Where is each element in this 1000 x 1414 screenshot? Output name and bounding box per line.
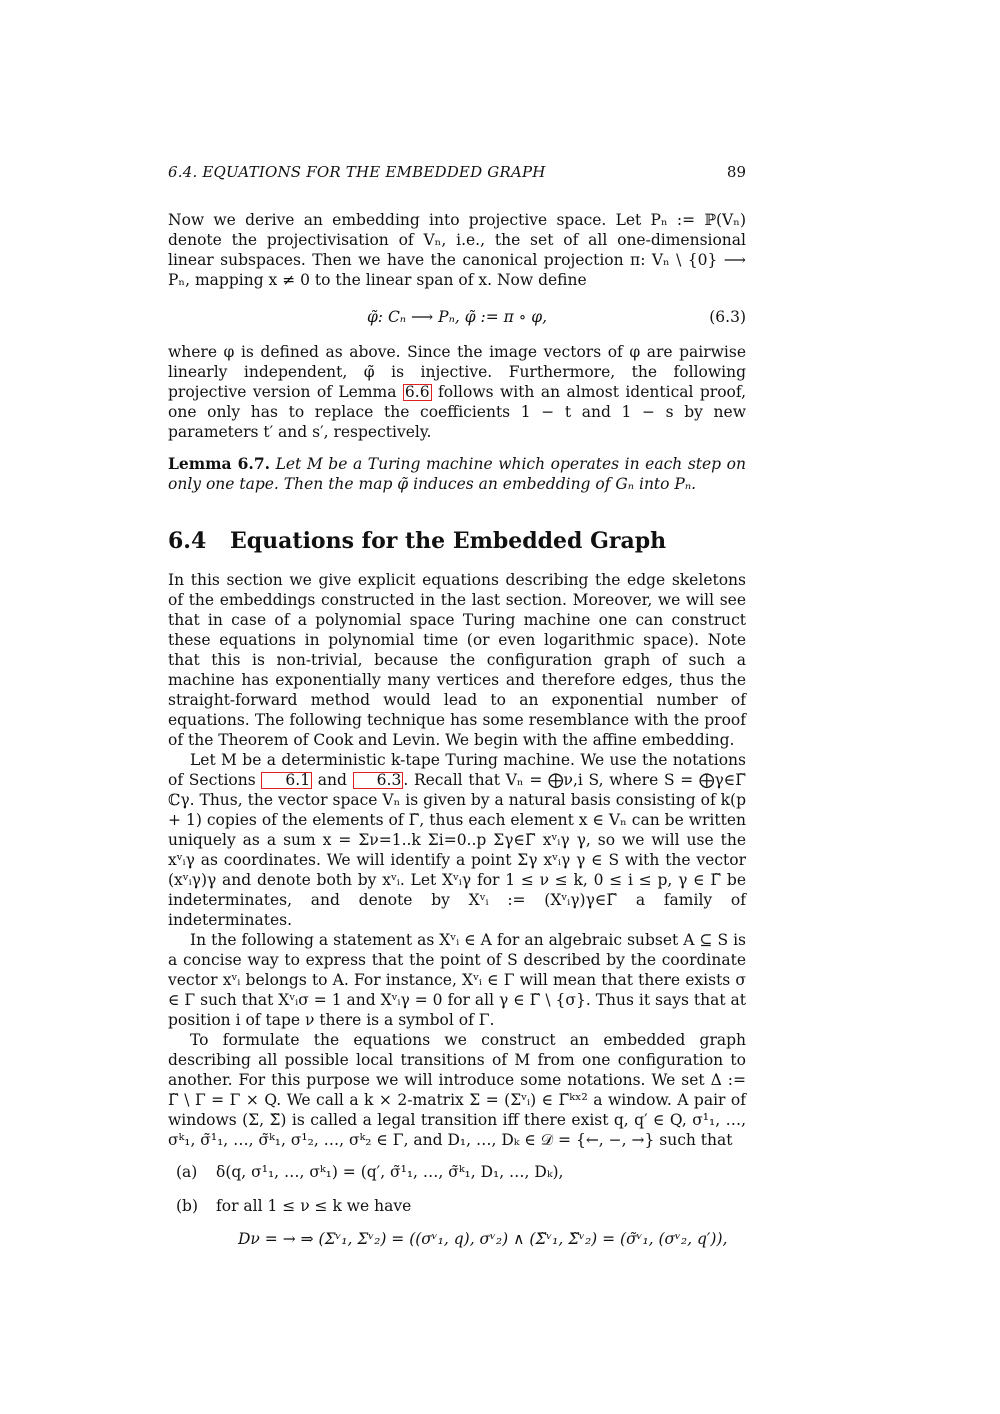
list-item-text: δ(q, σ¹₁, …, σᵏ₁) = (q′, σ̃¹₁, …, σ̃ᵏ₁, D₁, …, Dₖ),	[216, 1163, 564, 1181]
list-item	[168, 1196, 746, 1216]
section-heading	[168, 528, 746, 554]
page-number: 89	[726, 163, 746, 181]
equation-6-3-body: φ̃: Cₙ ⟶ Pₙ, φ̃ := π ∘ φ,	[366, 308, 548, 326]
section-number: 6.4	[168, 528, 207, 554]
running-header-title: 6.4. EQUATIONS FOR THE EMBEDDED GRAPH	[168, 163, 546, 181]
page-body	[168, 160, 746, 1260]
lemma-text: Let M be a Turing machine which operates in each step on only one tape. Then the map φ̃ induces an embedding of Gₙ into Pₙ.	[168, 455, 746, 493]
list-item-label: (a)	[176, 1163, 198, 1181]
lemma-6-7	[168, 454, 746, 494]
running-header	[168, 160, 746, 184]
paragraph-statement-convention: In the following a statement as Xᵛᵢ ∈ A for an algebraic subset A ⊆ S is a concise way to express that the point of S described by the coordinate vector xᵛᵢ belongs to A. For instance, Xᵛᵢ ∈ Γ will mean that there exists σ ∈ Γ such that Xᵛᵢσ = 1 and Xᵛᵢγ = 0 for all γ ∈ Γ̃ \ {σ}. Thus it says that at position i of tape ν there is a symbol of Γ.	[168, 931, 746, 1029]
paragraph-notation	[168, 750, 746, 930]
section-6-1-link[interactable]: 6.1	[261, 772, 312, 789]
paragraph-injective-text-b: follows with an almost identical proof, one only has to replace the coefficients 1 − t and 1 − s by new parameters t′ and s′, respectively.	[168, 383, 746, 441]
paragraph-windows: To formulate the equations we construct an embedded graph describing all possible local transitions of M from one configuration to another. For this purpose we will introduce some notations. We set Δ := Γ̃ \ Γ = Γ × Q. We call a k × 2-matrix Σ = (Σᵛᵢ) ∈ Γ̃ᵏˣ² a window. A pair of windows (Σ, Σ̃) is called a legal transition iff there exist q, q′ ∈ Q, σ¹₁, …, σᵏ₁, σ̃¹₁, …, σ̃ᵏ₁, σ¹₂, …, σᵏ₂ ∈ Γ, and D₁, …, Dₖ ∈ 𝒟 = {←, −, →} such that	[168, 1031, 746, 1149]
section-6-3-link[interactable]: 6.3	[353, 772, 404, 789]
paragraph-projective-embedding: Now we derive an embedding into projective space. Let Pₙ := ℙ(Vₙ) denote the projectivisation of Vₙ, i.e., the set of all one-dimensional linear subspaces. Then we have the canonical projection π: Vₙ \ {0} ⟶ Pₙ, mapping x ≠ 0 to the linear span of x. Now define	[168, 211, 746, 289]
list-item	[168, 1162, 746, 1182]
section-title: Equations for the Embedded Graph	[230, 528, 667, 554]
condition-list	[168, 1162, 746, 1216]
paragraph-injective-text-a: where φ is defined as above. Since the image vectors of φ are pairwise linearly independent, φ̃ is injective. Furthermore, the following projective version of Lemma	[168, 343, 746, 401]
paragraph-notation-text-a: Let M be a deterministic k-tape Turing machine. We use the notations of Sections	[168, 751, 746, 789]
paragraph-notation-text-b: and	[312, 771, 353, 789]
display-equation-text: Dν = → ⇒ (Σᵛ₁, Σᵛ₂) = ((σᵛ₁, q), σᵛ₂) ∧ (Σ̃ᵛ₁, Σ̃ᵛ₂) = (σ̃ᵛ₁, (σᵛ₂, q′)),	[238, 1230, 728, 1248]
display-equation-transition	[168, 1230, 746, 1260]
list-item-label: (b)	[176, 1197, 199, 1215]
paragraph-notation-text-c: . Recall that Vₙ = ⨁ν,i S, where S = ⨁γ∈Γ̃ ℂγ. Thus, the vector space Vₙ is given by a natural basis consisting of k(p + 1) copies of the elements of Γ̃, thus each element x ∈ Vₙ can be written uniquely as a sum x = Σν=1..k Σi=0..p Σγ∈Γ̃ xᵛᵢγ γ, so we will use the xᵛᵢγ as coordinates. We will identify a point Σγ xᵛᵢγ γ ∈ S with the vector (xᵛᵢγ)γ and denote both by xᵛᵢ. Let Xᵛᵢγ for 1 ≤ ν ≤ k, 0 ≤ i ≤ p, γ ∈ Γ̃ be indeterminates, and denote by Xᵛᵢ := (Xᵛᵢγ)γ∈Γ̃ a family of indeterminates.	[168, 771, 746, 929]
equation-6-3	[168, 302, 746, 332]
paragraph-section-intro: In this section we give explicit equations describing the edge skeletons of the embeddings constructed in the last section. Moreover, we will see that in case of a polynomial space Turing machine one can construct these equations in polynomial time (or even logarithmic space). Note that this is non-trivial, because the configuration graph of such a machine has exponentially many vertices and therefore edges, thus the straight-forward method would lead to an exponential number of equations. The following technique has some resemblance with the proof of the Theorem of Cook and Levin. We begin with the affine embedding.	[168, 571, 746, 749]
list-item-text: for all 1 ≤ ν ≤ k we have	[216, 1197, 412, 1215]
equation-6-3-number: (6.3)	[709, 308, 746, 326]
lemma-label: Lemma 6.7.	[168, 454, 271, 473]
lemma-6-6-link[interactable]: 6.6	[404, 383, 430, 401]
paragraph-injective	[168, 342, 746, 442]
